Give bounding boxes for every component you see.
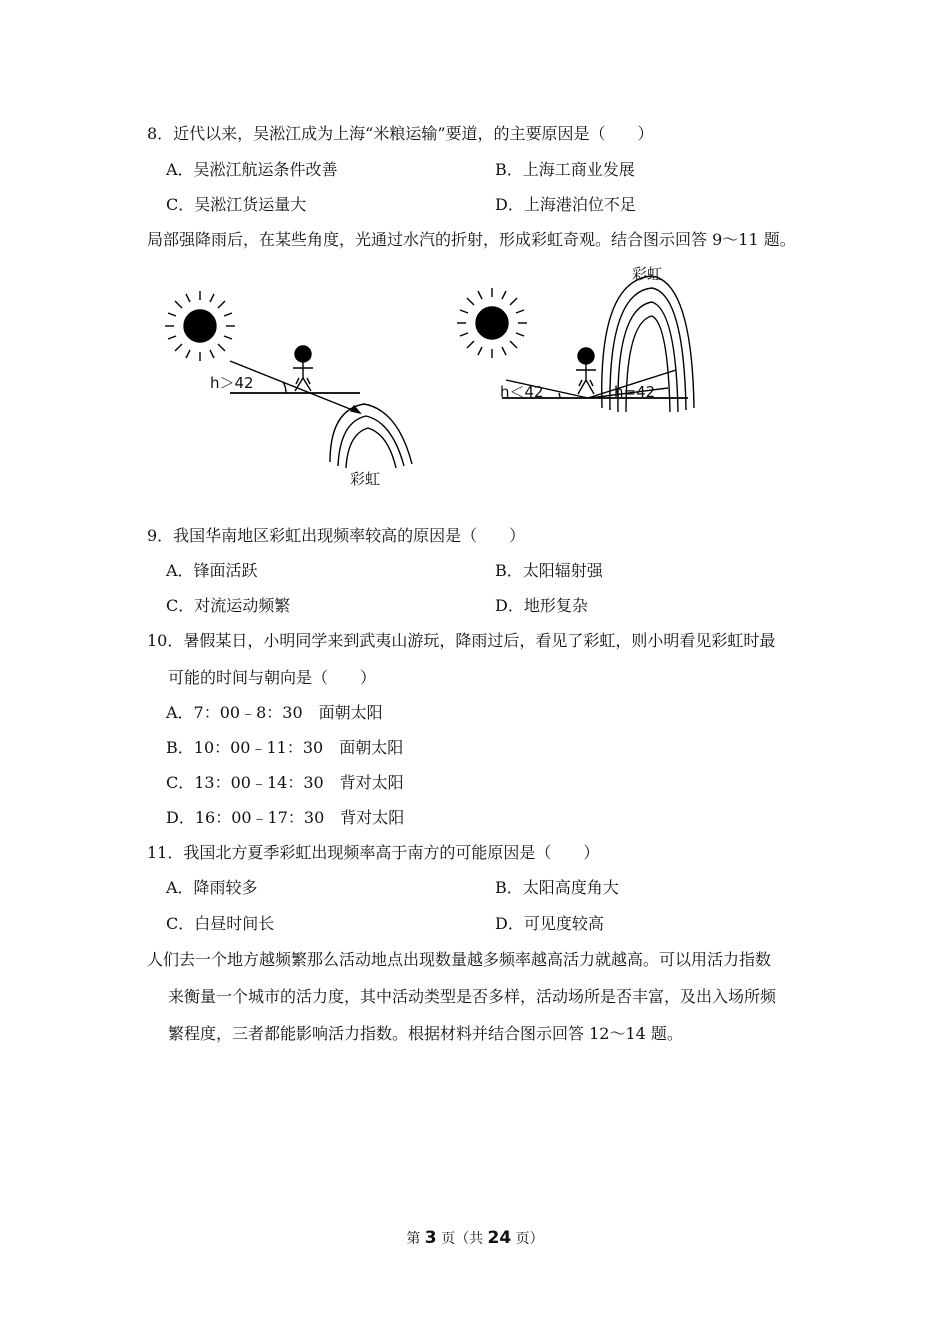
q10-stem-line1: 10．暑假某日，小明同学来到武夷山游玩，降雨过后，看见了彩虹，则小明看见彩虹时最 [147, 631, 776, 650]
left-person-icon [293, 346, 313, 391]
q9-option-d: D．地形复杂 [495, 596, 588, 615]
q11-option-d: D．可见度较高 [495, 914, 604, 933]
footer-total-pages: 24 [487, 1228, 512, 1248]
q8-stem: 8．近代以来，吴淞江成为上海“米粮运输”要道，的主要原因是（ ） [147, 124, 654, 143]
footer-prefix: 第 [406, 1231, 425, 1247]
right-rainbow-label: 彩虹 [632, 265, 663, 283]
page-footer [0, 1228, 950, 1249]
q11-option-c: C．白昼时间长 [166, 914, 275, 933]
q11-stem: 11．我国北方夏季彩虹出现频率高于南方的可能原因是（ ） [147, 843, 600, 862]
rainbow-figure [150, 262, 710, 498]
intro-12-14-line3: 繁程度，三者都能影响活力指数。根据材料并结合图示回答 12～14 题。 [168, 1024, 683, 1043]
footer-middle: 页（共 [436, 1231, 488, 1247]
q8-option-d: D．上海港泊位不足 [495, 195, 636, 214]
right-angle-label-left: h＜42 [500, 383, 544, 401]
footer-page-number: 3 [424, 1228, 437, 1248]
q11-option-a: A．降雨较多 [166, 878, 258, 897]
right-angle-label-right: h=42 [614, 383, 656, 401]
q9-stem: 9．我国华南地区彩虹出现频率较高的原因是（ ） [147, 526, 526, 545]
q9-option-b: B．太阳辐射强 [495, 561, 603, 580]
q10-option-d: D．16：00﹣17：30 背对太阳 [166, 808, 405, 827]
q10-stem-line2: 可能的时间与朝向是（ ） [168, 668, 377, 687]
right-sun-icon [457, 288, 527, 358]
intro-12-14-line1: 人们去一个地方越频繁那么活动地点出现数量越多频率越高活力就越高。可以用活力指数 [147, 950, 772, 969]
q10-option-c: C．13：00﹣14：30 背对太阳 [166, 773, 404, 792]
left-rainbow-label: 彩虹 [350, 470, 381, 488]
left-rainbow-arcs [330, 404, 412, 468]
footer-suffix: 页） [511, 1231, 544, 1247]
intro-9-11: 局部强降雨后，在某些角度，光通过水汽的折射，形成彩虹奇观。结合图示回答 9～11 题。 [147, 230, 796, 249]
q8-option-c: C．吴淞江货运量大 [166, 195, 307, 214]
intro-12-14-line2: 来衡量一个城市的活力度，其中活动类型是否多样，活动场所是否丰富，及出入场所频 [168, 987, 777, 1006]
q10-option-a: A．7：00﹣8：30 面朝太阳 [166, 703, 383, 722]
left-angle-label: h＞42 [210, 374, 254, 392]
q8-option-a: A．吴淞江航运条件改善 [166, 160, 338, 179]
q10-option-b: B．10：00﹣11：30 面朝太阳 [166, 738, 404, 757]
right-person-icon [576, 348, 596, 394]
left-sun-icon [165, 291, 235, 361]
q11-option-b: B．太阳高度角大 [495, 878, 619, 897]
q9-option-c: C．对流运动频繁 [166, 596, 291, 615]
q8-option-b: B．上海工商业发展 [495, 160, 635, 179]
q9-option-a: A．锋面活跃 [166, 561, 258, 580]
